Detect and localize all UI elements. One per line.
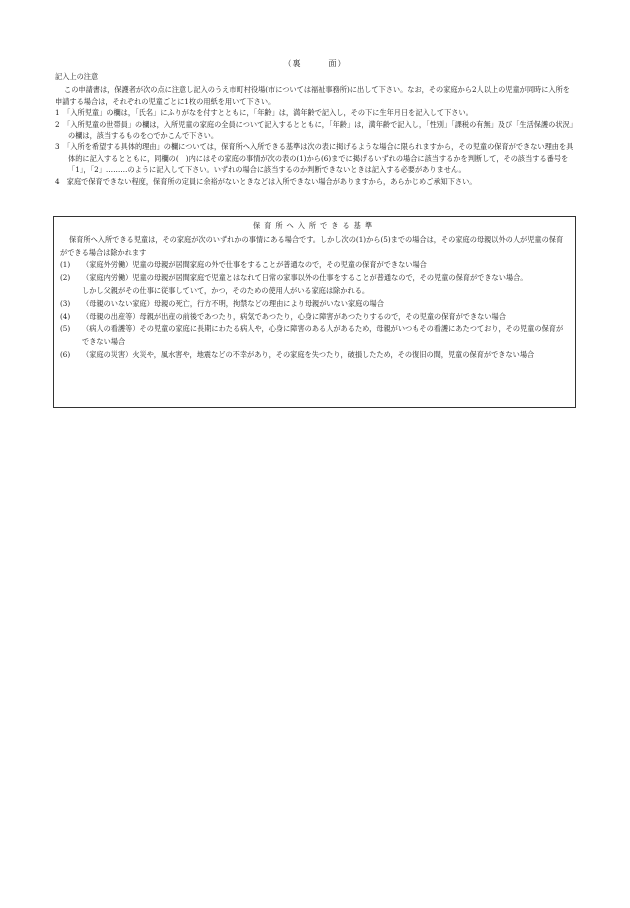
criteria-row-text: （母親の出産等）母親が出産の前後であつたり，病気であつたり，心身に障害があつたりするので，その児童の保育ができない場合 (82, 311, 506, 321)
notes-item-number: 1 (55, 108, 60, 118)
notes-intro: この申請書は，保護者が次の点に注意し記入のうえ市町村役場(市については福祉事務所)に出して下さい。なお，その家庭から2人以上の児童が同時に入所を申請する場合は，それぞれの児童ごとに1枚の用紙を用いて下さい。 (55, 85, 570, 106)
criteria-row-5 (60, 323, 569, 349)
criteria-row-text: （母親のいない家庭）母親の死亡，行方不明，拘禁などの理由により母親がいない家庭の場合 (82, 298, 384, 308)
criteria-row-4 (60, 311, 569, 324)
notes-item-1 (55, 107, 575, 118)
notes-item-text: 「入所児童」の欄は，「氏名」にふりがなを付すとともに，「年齢」は，満年齢で記入し，その下に生年月日を記入して下さい。 (66, 108, 473, 118)
criteria-row-text: （家庭内労働）児童の母親が居間家庭で児童とはなれて日常の家事以外の仕事をすることが普通なので，その児童の保育ができない場合。 (82, 273, 528, 283)
notes-item-text: 「入所を希望する具体的理由」の欄については，保育所へ入所できる基準は次の表に掲げるような場合に限られますから，その児童の保育ができない理由を具体的に記入するとともに，同欄の( )内にはその家庭の事情が次の表の(1)から(6)までに掲げるいずれの場合に該当するかを判断して，その該当する番号を「1」，「2」………のように記入して下さい。いずれの場合に該当するのか判断できないときは記入する必要がありません。 (66, 142, 574, 175)
criteria-box (53, 216, 576, 408)
criteria-row-2 (60, 272, 569, 285)
criteria-row-number: (3) (60, 298, 71, 308)
notes-section (55, 71, 575, 187)
notes-item-number: 3 (55, 142, 60, 152)
criteria-row-text: （病人の看護等）その児童の家庭に長期にわたる病人や，心身に障害のある人があるため，母親がいつもその看護にあたつており，その児童の保育ができない場合 (82, 324, 564, 347)
notes-item-2 (55, 119, 575, 142)
criteria-row-2-continuation: しかし父親がその仕事に従事していて，かつ，そのための使用人がいる家庭は除かれる。 (82, 285, 370, 295)
notes-item-number: 2 (55, 119, 60, 129)
criteria-row-number: (5) (60, 324, 71, 334)
criteria-row-text: （家庭外労働）児童の母親が居間家庭の外で仕事をすることが普通なので，その児童の保育ができない場合 (82, 260, 427, 270)
notes-heading: 記入上の注意 (55, 72, 99, 81)
notes-item-text: 「入所児童の世帯員」の欄は，入所児童の家庭の全員について記入するとともに，「年齢」は，満年齢で記入し，「性別」「課税の有無」及び「生活保護の状況」の欄は，該当するものを○でかこんで下さい。 (66, 119, 574, 141)
criteria-row-number: (1) (60, 260, 71, 270)
criteria-row-3 (60, 298, 569, 311)
criteria-row-number: (4) (60, 311, 71, 321)
criteria-row-number: (6) (60, 349, 71, 359)
notes-item-4 (55, 176, 575, 187)
criteria-intro: 保育所へ入所できる児童は，その家庭が次のいずれかの事情にある場合です。しかし次の(1)から(5)までの場合は，その家庭の母親以外の人が児童の保育ができる場合は除かれます (60, 234, 564, 257)
notes-item-3 (55, 141, 575, 175)
criteria-title: 保育所へ入所できる基準 (252, 221, 377, 230)
notes-item-text: 家庭で保育できない程度，保育所の定員に余裕がないときなどは入所できない場合がありますから，あらかじめご承知下さい。 (66, 176, 477, 186)
criteria-row-1 (60, 259, 569, 272)
criteria-row-text: （家庭の災害）火災や，風水害や，地震などの不幸があり，その家庭を失つたり，破損したため，その復旧の間，児童の保育ができない場合 (82, 349, 535, 359)
notes-item-number: 4 (55, 176, 60, 186)
criteria-row-6 (60, 349, 569, 362)
page-title: （裏 面） (283, 59, 347, 68)
criteria-row-number: (2) (60, 273, 71, 283)
